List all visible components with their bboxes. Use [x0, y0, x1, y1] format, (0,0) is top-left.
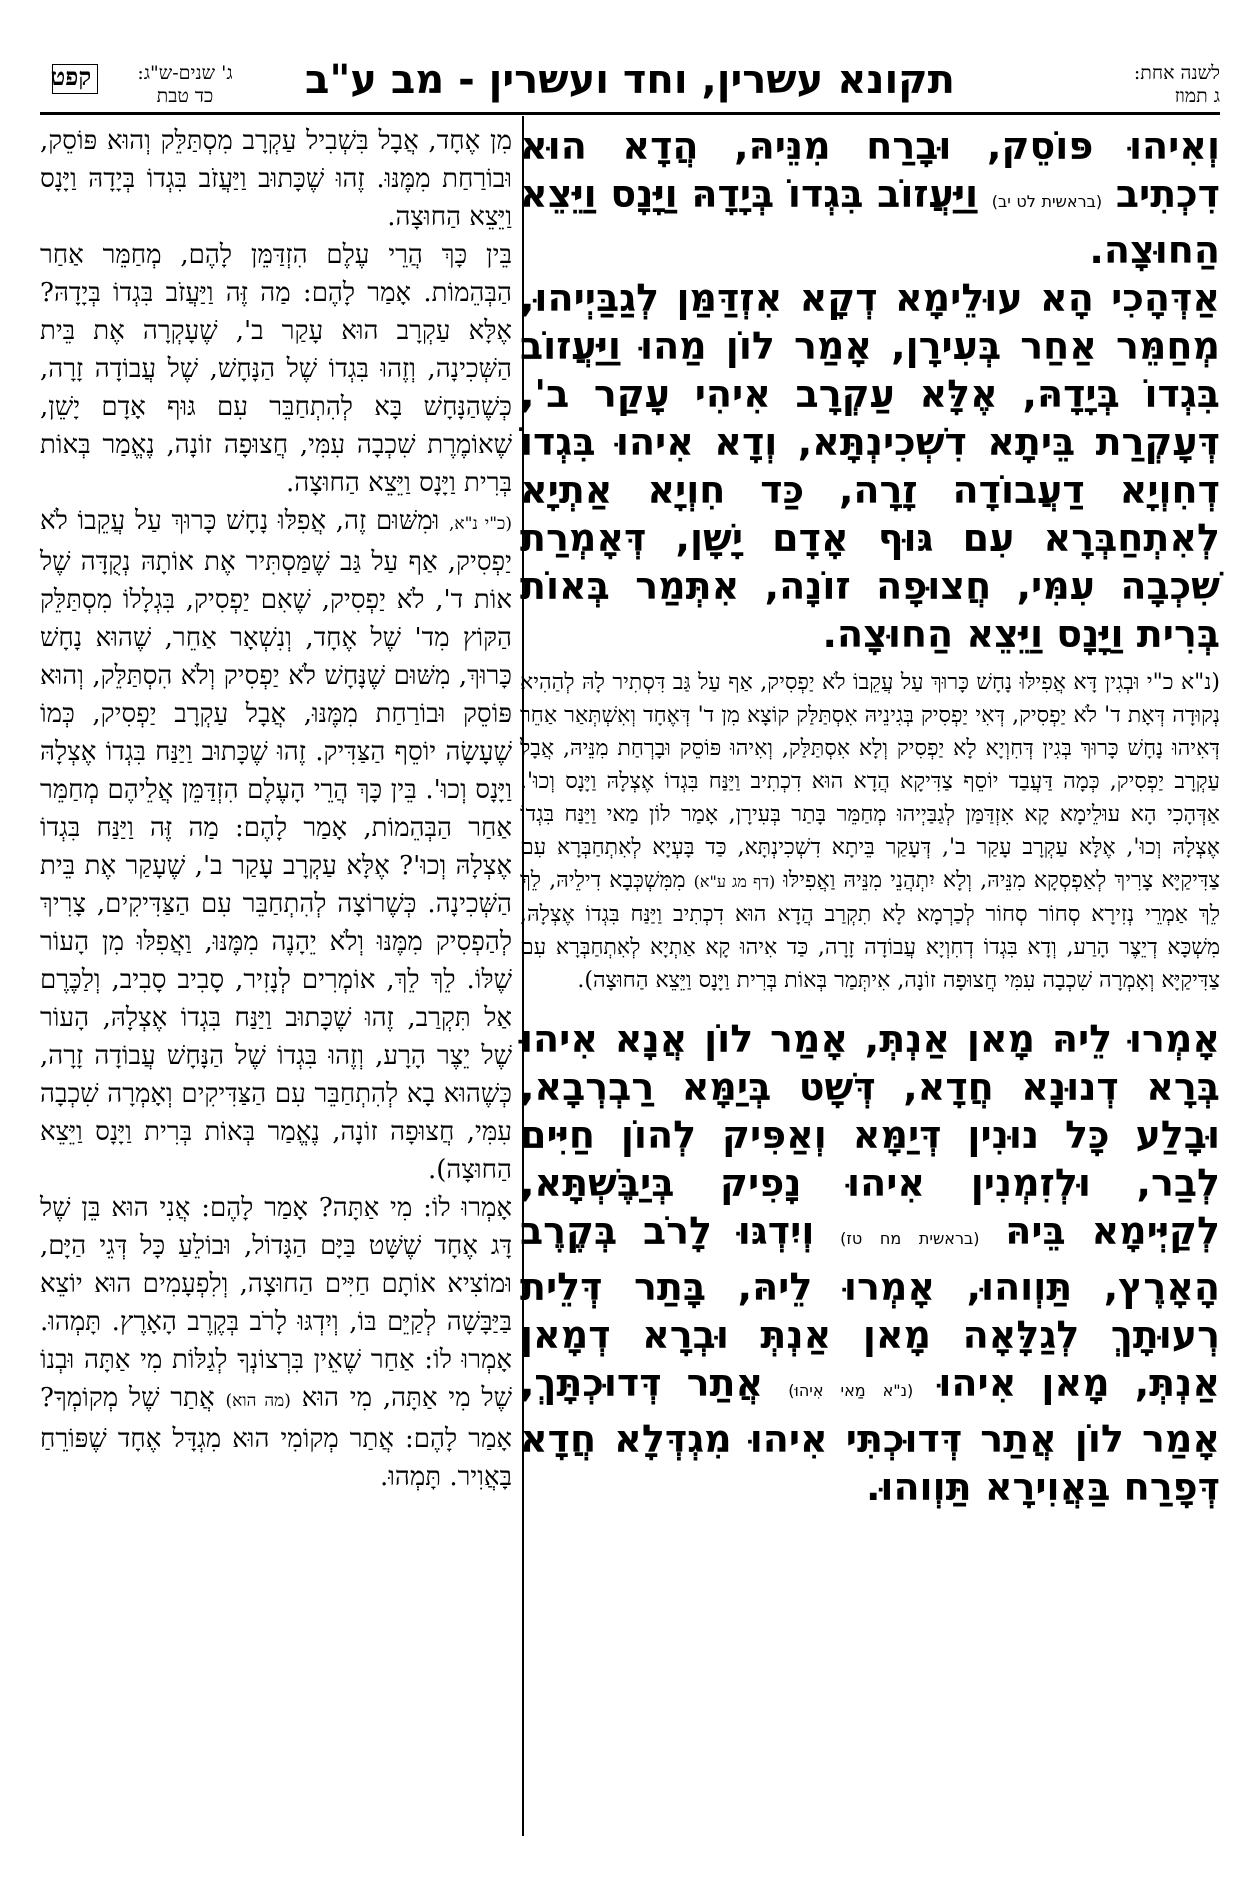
calendar-info	[110, 62, 260, 108]
calendar-label: ג' שנים-ש"ג:	[137, 62, 233, 84]
translation-paragraph	[40, 502, 512, 1189]
zohar-paragraph-2: אַדְּהָכִי הָא עוּלֵימָא דְקָא אִזְדַּמַּן לְגַבַּיְיהוּ, מְחַמֵּר אַחַר בְּעִירָן, אָמַר לוֹן מַהוּ וַיַּעֲזוֹב בִּגְדוֹ בְּיָדָהּ, אֶלָּא עַקְרָב אִיהִי עָקַר ב', דְּעָקְרַת בֵּיתָא דִשְׁכִינְתָּא, וְדָא אִיהוּ בִּגְדוֹ דְחִוְיָא דַעֲבוֹדָה זָרָה, כַּד חִוְיָא אַתְיָא לְאִתְחַבְּרָא עִם גּוּף אָדָם יָשָׁן, דְּאָמְרַת שִׁכְבָה עִמִּי, חֲצוּפָה זוֹנָה, אִתְּמַר בְּאוֹת בְּרִית וַיָּנָס וַיֵּצֵא הַחוּצָה.	[520, 276, 1220, 656]
translation-paragraph	[40, 1189, 512, 1496]
zohar-text: וַיַּעֲזוֹב בִּגְדוֹ בְּיָדָהּ וַיָּנָס וַיֵּצֵא הַחוּצָה.	[520, 172, 1220, 272]
zohar-text: אֲתַר דְּדוּכְתָּךְ, אָמַר לוֹן אֲתַר דְּדוּכְתִּי אִיהוּ מִגְדְּלָא חֲדָא דְּפָרַח בַּאֲוִירָא תַּוְוהוּ.	[520, 1361, 1220, 1509]
translation-text: וּמִשּׁוּם זֶה, אֲפִלּוּ נָחָשׁ כָּרוּךְ עַל עֲקֵבוֹ לֹא יַפְסִיק, אַף עַל גַּב שֶׁמַּסְתִּיר אֶת אוֹתָהּ נְקֻדָּה שֶׁל אוֹת ד', לֹא יַפְסִיק, שֶׁאִם יַפְסִיק, בִּגְלָלוֹ מִסְתַּלֵּק הַקּוֹץ מִד' שֶׁל אֶחָד, וְנִשְׁאָר אַחֵר, שֶׁהוּא נָחָשׁ כָּרוּךְ, מִשּׁוּם שֶׁנָּחָשׁ לֹא יַפְסִיק וְלֹא הִסְתַּלֵּק, וְהוּא פּוֹסֵק וּבוֹרַחַת מִמֶּנּוּ, אֲבָל עַקְרָב יַפְסִיק, כְּמוֹ שֶׁעָשָׂה יוֹסֵף הַצַּדִּיק. זֶהוּ שֶׁכָּתוּב וַיַּנַּח בִּגְדוֹ אֶצְלָהּ וַיָּנָס וְכוּ'. בֵּין כָּךְ הֲרֵי הָעֶלֶם הִזְדַּמֵּן אֲלֵיהֶם מְחַמֵּר אַחַר הַבְּהֵמוֹת, אָמַר לָהֶם: מַה זֶּה וַיַּנַּח בִּגְדוֹ אֶצְלָהּ וְכוּ'? אֶלָּא עַקְרָב עָקַר ב', שֶׁעָקַר אֶת בֵּית הַשְּׁכִינָה. כְּשֶׁרוֹצָה לְהִתְחַבֵּר עִם הַצַּדִּיקִים, צָרִיךְ לְהַפְסִיק מִמֶּנּוּ וְלֹא יֵהָנֶה מִמֶּנּוּ, וַאֲפִלּוּ מִן הָעוֹר שֶׁלּוֹ. לֵךְ לֵךְ, אוֹמְרִים לְנָזִיר, סָבִיב סָבִיב, וְלַכֶּרֶם אַל תִּקְרַב, זֶהוּ שֶׁכָּתוּב וַיַּנַּח בִּגְדוֹ אֶצְלָהּ, הָעוֹר שֶׁל יֵצֶר הָרָע, וְזֶהוּ בִּגְדוֹ שֶׁל הַנָּחָשׁ עֲבוֹדָה זָרָה, כְּשֶׁהוּא בָא לְהִתְחַבֵּר עִם הַצַּדִּיקִים וְאָמְרָה שִׁכְבָה עִמִּי, חֲצוּפָה זוֹנָה, נֶאֱמַר בְּאוֹת בְּרִית וַיָּנָס וַיֵּצֵא הַחוּצָה).	[40, 506, 512, 1185]
zohar-paragraph-3	[520, 1015, 1220, 1511]
verse-reference: (בראשית מח טז)	[840, 1229, 980, 1248]
calendar-note-left	[40, 62, 260, 110]
page-reference: (דף מג ע"א)	[693, 872, 776, 891]
main-text-column	[520, 122, 1220, 1511]
page-number: קפט	[50, 62, 92, 91]
translation-paragraph: מִן אֶחָד, אֲבָל בִּשְׁבִיל עַקְרָב מִסְתַּלֵּק וְהוּא פּוֹסֵק, וּבוֹרַחַת מִמֶּנּוּ. זֶהוּ שֶׁכָּתוּב וַיַּעֲזֹב בִּגְדוֹ בְּיָדָהּ וַיָּנָס וַיֵּצֵא הַחוּצָה.	[40, 126, 512, 232]
zohar-text: וְיִדְגּוּ לָרֹב בְּקֶרֶב הָאָרֶץ, תַּוְוהוּ, אָמְרוּ לֵיהּ, בָּתַר דְּלֵית רְעוּתָךְ לְגַלָּאָה מָאן אַנְתְּ וּבְרָא דְמָאן אַנְתְּ, מָאן אִיהוּ	[520, 1209, 1220, 1405]
zohar-text: אָמְרוּ לֵיהּ מָאן אַנְתְּ, אָמַר לוֹן אֲנָא אִיהוּ בְּרָא דְנוּנָא חֲדָא, דְּשָׁט בְּיַמָּא רַבְרְבָא, וּבָלַע כָּל נוּנִין דְּיַמָּא וְאַפִּיק לְהוֹן חַיִּים לְבַר, וּלְזִמְנִין אִיהוּ נָפִיק בְּיַבֶּשְׁתָּא, לְקַיְּימָא בֵּיהּ	[520, 1017, 1221, 1253]
commentary-text: (נ"א כ"י וּבְגִין דָּא אֲפִילּוּ נָחָשׁ כָּרוּךְ עַל עֲקֵבוֹ לֹא יַפְסִיק, אַף עַל גַּב דִּסְתִיר לָהּ לְהַהִיא נְקוּדָה דְּאָת ד' לֹא יַפְסִיק, דְּאִי יַפְסִיק בְּגִינֵיהּ אִסְתַּלַּק קוֹצָא מִן ד' דְּאֶחָד וְאִשְׁתְּאַר אַחֵר דְּאִיהוּ נָחָשׁ כָּרוּךְ בְּגִין דְּחִוְיָא לָא יַפְסִיק וְלָא אִסְתַּלַּק, וְאִיהוּ פּוֹסֵק וּבָרְחַת מִנֵּיהּ, אֲבָל עַקְרָב יַפְסִיק, כְּמָה דַּעֲבַד יוֹסֵף צַדִּיקָא הֲדָא הוּא דִכְתִיב וַיַּנַּח בִּגְדוֹ אֶצְלָהּ וַיָּנָס וְכוּ'. אַדְּהָכִי הָא עוּלֵימָא קָא אִזְדַּמַּן לְגַבַּיְיהוּ מְחַמֵּר בָּתַר בְּעִירָן, אָמַר לוֹן מַאי וַיַּנַּח בִּגְדוֹ אֶצְלָהּ וְכוּ', אֶלָּא עַקְרָב עָקַר ב', דְּעָקַר בֵּיתָא דִשְׁכִינְתָּא, כַּד בָּעְיָא לְאִתְחַבְּרָא עִם צַדִּיקַיָּא צָרִיךְ לְאַפְסְקָא מִנֵּיהּ, וְלָא יִתְהֲנֵי מִנֵּיהּ וַאֲפִילּוּ	[520, 670, 1221, 893]
calendar-date: כד טבת	[156, 85, 214, 107]
calendar-label: לשנה אחת:	[1133, 62, 1220, 84]
verse-reference: (בראשית לט יב)	[991, 192, 1103, 211]
variant-reference: (מה הוא)	[225, 1391, 291, 1411]
variant-reference: (כ"י נ"א,	[449, 514, 513, 534]
translation-text: אֲתַר שֶׁל מְקוֹמְךָ? אָמַר לָהֶם: אֲתַר מְקוֹמִי הוּא מִגְדָּל אֶחָד שֶׁפּוֹרֵחַ בָּאֲוִיר. תָּמְהוּ.	[40, 1383, 512, 1492]
calendar-date: ג תמוז	[1174, 85, 1220, 107]
commentary-text: מִמִּשְׁכְּבָא דִילֵיהּ, לֵךְ לֵךְ אַמְרֵי נְזִירָא סְחוֹר סְחוֹר לְכַרְמָא לָא תִקְרַב הֲדָא הוּא דִכְתִיב וַיַּנַּח בִּגְדוֹ אֶצְלָהּ, מִשְׁכָּא דְיֵצֶר הָרַע, וְדָא בִּגְדוֹ דְחִוְיָא עֲבוֹדָה זָרָה, כַּד אִיהוּ קָא אַתְיָא לְאִתְחַבְּרָא עִם צַדִּיקַיָּא וְאָמְרָה שִׁכְבָה עִמִּי חֲצוּפָה זוֹנָה, אִיתְּמַר בְּאוֹת בְּרִית וַיָּנָס וַיֵּצֵא הַחוּצָה).	[520, 868, 1220, 993]
zohar-text: וְאִיהוּ פּוֹסֵק, וּבָרַח מִנֵּיהּ, הֲדָא הוּא דִכְתִיב	[520, 124, 1221, 216]
commentary-paragraph	[520, 666, 1220, 997]
translation-text: אָמְרוּ לוֹ: מִי אַתָּה? אָמַר לָהֶם: אֲנִי הוּא בֵּן שֶׁל דָּג אֶחָד שֶׁשָּׁט בַּיָּם הַגָּדוֹל, וּבוֹלֵעַ כָּל דְּגֵי הַיָּם, וּמוֹצִיא אוֹתָם חַיִּים הַחוּצָה, וְלִפְעָמִים הוּא יוֹצֵא בַּיַּבָּשָׁה לְקַיֵּם בּוֹ, וְיִדְגּוּ לָרֹב בְּקֶרֶב הָאָרֶץ. תָּמְהוּ. אָמְרוּ לוֹ: אַחַר שֶׁאֵין בִּרְצוֹנְךָ לְגַלּוֹת מִי אַתָּה וּבְנוֹ שֶׁל מִי אַתָּה, מִי הוּא	[40, 1193, 513, 1413]
translation-column	[40, 122, 512, 1496]
page-title: תקונא עשרין, וחד ועשרין - מב ע"ב	[305, 57, 955, 103]
variant-reading: (נ"א מַאי אִיהוּ)	[788, 1381, 914, 1400]
zohar-paragraph-1	[520, 122, 1220, 274]
page-header	[40, 56, 1220, 110]
header-rule	[40, 112, 1220, 115]
calendar-note-right	[1020, 62, 1220, 108]
translation-paragraph: בֵּין כָּךְ הֲרֵי עֶלֶם הִזְדַּמֵּן לָהֶם, מְחַמֵּר אַחַר הַבְּהֵמוֹת. אָמַר לָהֶם: מַה זֶּה וַיַּעֲזֹב בִּגְדוֹ בְּיָדָהּ? אֶלָּא עַקְרָב הוּא עָקַר ב', שֶׁעָקְרָה אֶת בֵּית הַשְּׁכִינָה, וְזֶהוּ בִּגְדוֹ שֶׁל הַנָּחָשׁ, שֶׁל עֲבוֹדָה זָרָה, כְּשֶׁהַנָּחָשׁ בָּא לְהִתְחַבֵּר עִם גּוּף אָדָם יָשֵׁן, שֶׁאוֹמֶרֶת שִׁכְבָה עִמִּי, חֲצוּפָה זוֹנָה, נֶאֱמַר בְּאוֹת בְּרִית וַיָּנָס וַיֵּצֵא הַחוּצָה.	[40, 240, 512, 498]
